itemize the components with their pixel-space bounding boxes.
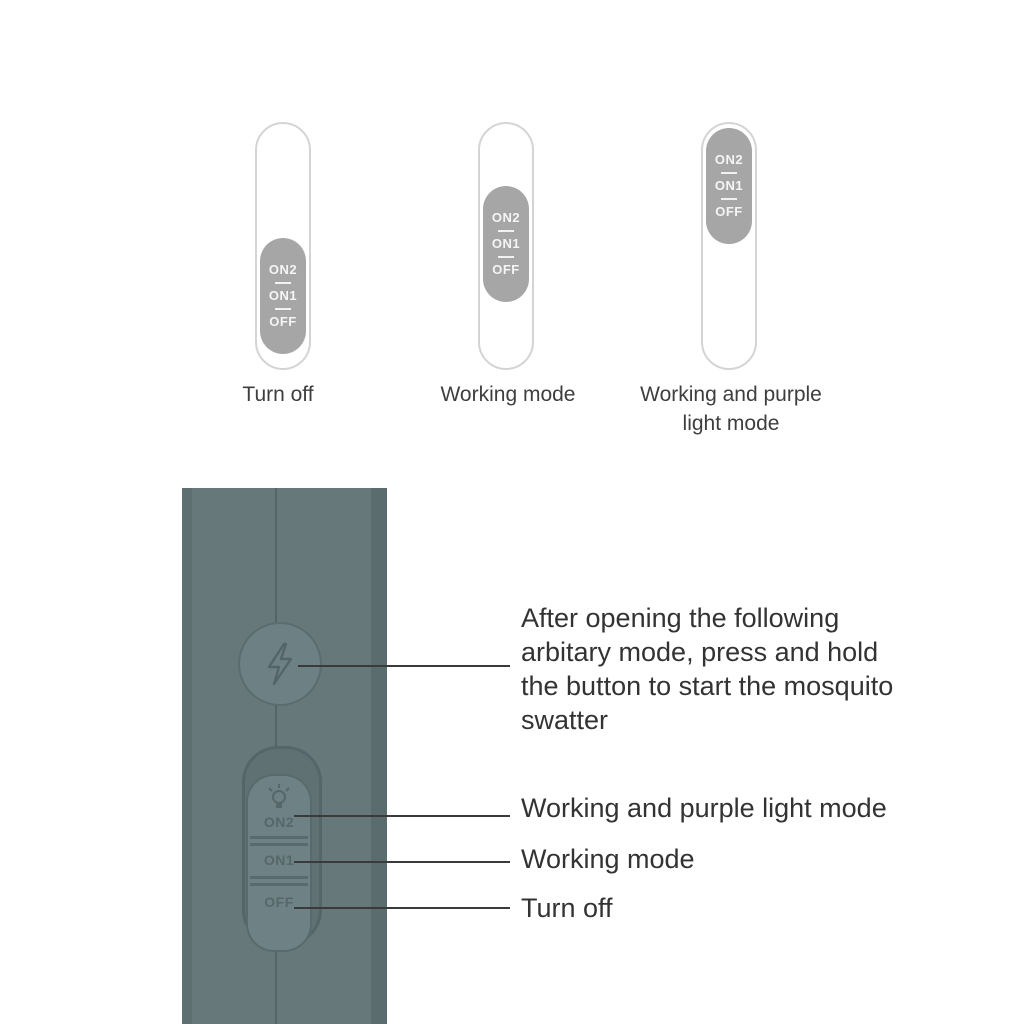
knob-label-off: OFF [492,262,520,277]
knob-label-off: OFF [269,314,297,329]
knob-label-on2: ON2 [491,210,521,225]
leader-line-button [298,665,510,667]
knob-divider [275,308,291,310]
leader-line-off [294,907,510,909]
switch-knob [483,186,529,302]
mode-switch-slider[interactable] [246,774,312,952]
knob-label-on1: ON1 [268,288,298,303]
knob-divider [275,282,291,284]
knob-divider [721,172,737,174]
switch-knob [260,238,306,354]
switch-knob [706,128,752,244]
switch-diagram-working-purple-light [701,122,757,370]
knob-divider [498,230,514,232]
handle-edge [371,488,387,1024]
slider-divider [250,843,308,846]
knob-divider [721,198,737,200]
knob-label-on2: ON2 [714,152,744,167]
swatter-power-button[interactable] [238,622,322,706]
knob-label-on1: ON1 [491,236,521,251]
slider-divider [250,883,308,886]
annotation-on1: Working mode [521,844,695,874]
slider-label-on1: ON1 [263,852,295,868]
handle-edge [182,488,192,1024]
annotation-power-button: After opening the following arbitary mode, press and hold the button to start the mosquito swatter [521,603,894,735]
switch-diagram-turn-off [255,122,311,370]
swatter-handle [182,488,387,1024]
slider-label-on2: ON2 [263,814,295,830]
lightning-bolt-icon [263,642,297,686]
knob-label-off: OFF [715,204,743,219]
knob-divider [498,256,514,258]
mode-switch-slot [242,746,322,946]
light-bulb-icon [264,782,294,812]
slider-divider [250,876,308,879]
knob-label-on1: ON1 [714,178,744,193]
knob-label-on2: ON2 [268,262,298,277]
slider-divider [250,836,308,839]
caption-working-purple-light: Working and purple light mode [640,383,822,435]
annotation-on2: Working and purple light mode [521,793,887,823]
slider-label-off: OFF [264,894,294,910]
caption-working-mode: Working mode [440,383,576,406]
leader-line-on1 [294,861,510,863]
switch-diagram-working-mode [478,122,534,370]
annotation-off: Turn off [521,893,613,923]
caption-turn-off: Turn off [242,383,314,406]
leader-line-on2 [294,815,510,817]
